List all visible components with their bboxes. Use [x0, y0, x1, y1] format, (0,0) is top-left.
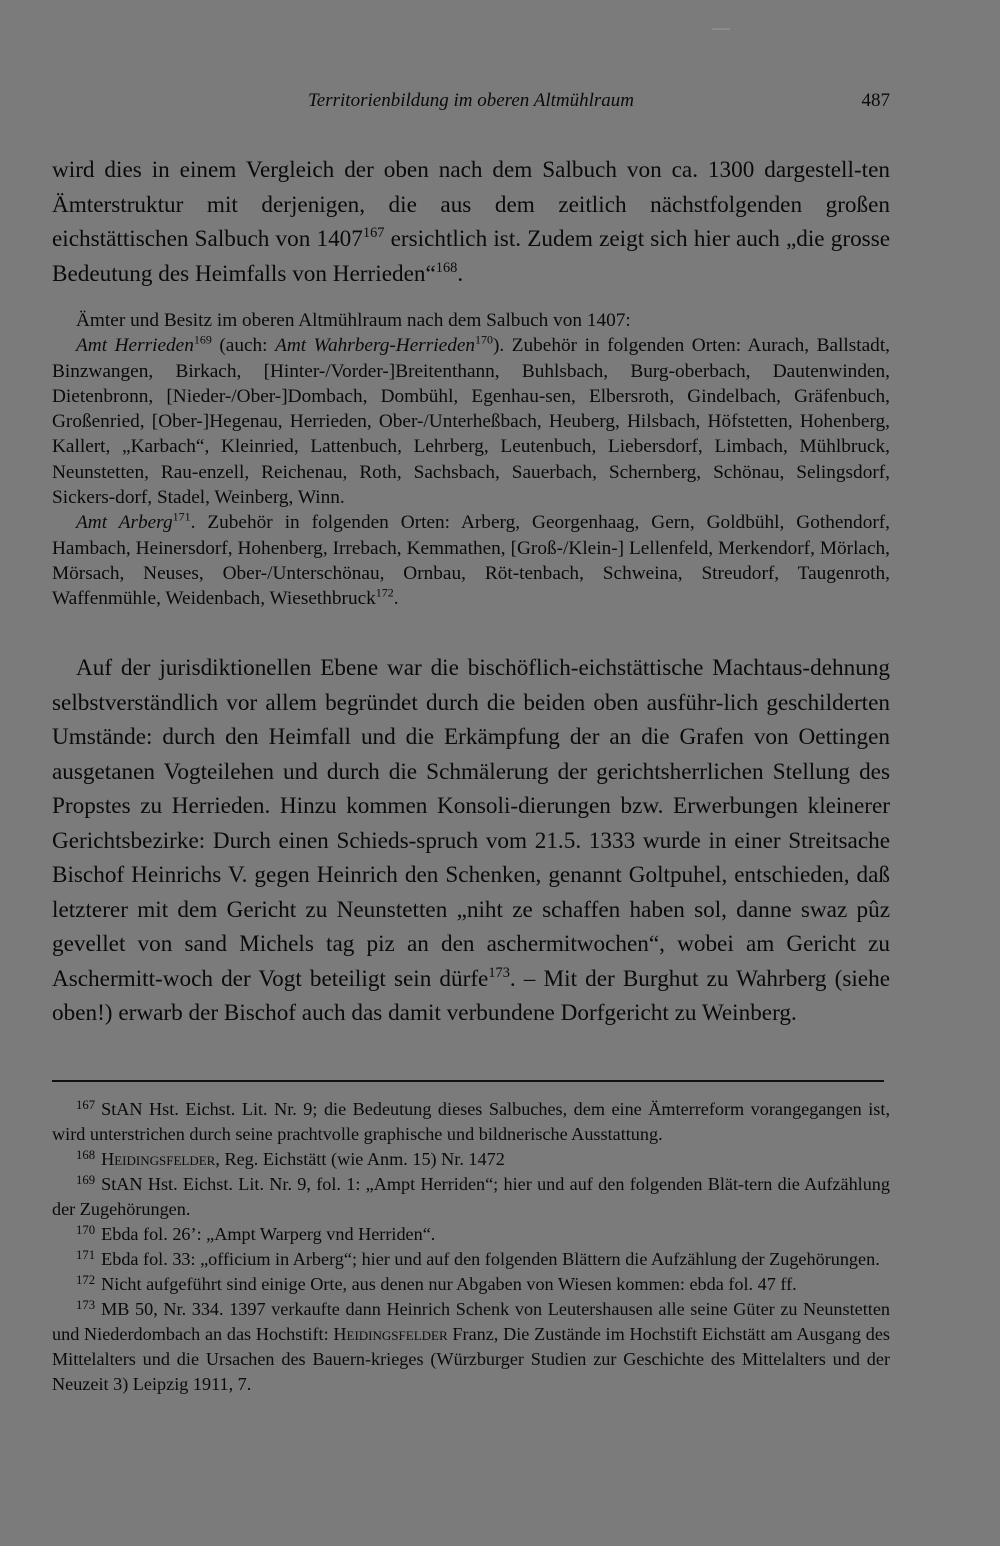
amt-name: Amt Arberg: [76, 512, 173, 534]
footnote-text: StAN Hst. Eichst. Lit. Nr. 9, fol. 1: „Ampt Herriden“; hier und auf den folgenden Blät-tern die Aufzählung der Zugehörungen.: [52, 1174, 890, 1219]
footnote-ref[interactable]: 170: [475, 332, 493, 347]
amt-herrieden-entry: [52, 333, 890, 510]
footnote-ref[interactable]: 169: [193, 332, 212, 347]
footnote: [52, 1297, 890, 1397]
footnote-text: , Reg. Eichstätt (wie Anm. 15) Nr. 1472: [215, 1149, 505, 1169]
body-paragraph-2: [52, 651, 890, 1031]
footnote-text: Franz, Die Zustände im Hochstift Eichstätt am Ausgang des Mittelalters und die Ursachen des Bauern-krieges (Würzburger Studien zur Geschichte des Mittelalters und der Neuzeit 3) Leipzig 1911, 7.: [52, 1324, 891, 1394]
footnote-text: Nicht aufgeführt sind einige Orte, aus denen nur Abgaben von Wiesen kommen: ebda fol. 47 ff.: [101, 1274, 797, 1294]
footnote-ref[interactable]: 168: [435, 259, 458, 276]
footnote-ref[interactable]: 173: [488, 964, 510, 981]
footnote: [52, 1247, 890, 1272]
list-text: .: [393, 588, 399, 610]
footnote-number: 170: [76, 1222, 96, 1237]
footnote-text: StAN Hst. Eichst. Lit. Nr. 9; die Bedeutung dieses Salbuches, dem eine Ämterreform vorangegangen ist, wird unterstrichen durch seine prachtvolle graphische und bildnerische Ausstattung.: [52, 1099, 890, 1144]
footnote: [52, 1147, 890, 1172]
footnote-divider: [52, 1080, 884, 1082]
running-title: Territorienbildung im oberen Altmühlraum: [307, 90, 634, 111]
body-text: .: [457, 260, 464, 287]
amt-alt-name: Amt Wahrberg-Herrieden: [275, 335, 476, 357]
author-name: Heidingsfelder: [333, 1324, 448, 1344]
amt-arberg-entry: [52, 510, 890, 611]
page-header: [52, 88, 890, 120]
footnote-number: 173: [76, 1297, 96, 1312]
footnote: [52, 1097, 890, 1147]
list-text: (auch:: [211, 335, 276, 357]
scan-artifact: [712, 28, 730, 30]
footnotes: [52, 1097, 890, 1397]
footnote-number: 167: [76, 1097, 96, 1112]
footnote-number: 169: [76, 1172, 96, 1187]
footnote-text: MB 50, Nr. 334. 1397 verkaufte dann Heinrich Schenk von Leutershausen alle seine Güter zu Neunstetten und Niederdombach an das Hochstift:: [52, 1299, 890, 1344]
footnote-number: 171: [76, 1247, 96, 1262]
footnote: [52, 1272, 890, 1297]
offices-list: [52, 308, 890, 612]
footnote: [52, 1222, 890, 1247]
footnote-text: Ebda fol. 26’: „Ampt Warperg vnd Herriden“.: [101, 1224, 436, 1244]
list-heading: Ämter und Besitz im oberen Altmühlraum nach dem Salbuch von 1407:: [76, 310, 631, 331]
footnote-ref[interactable]: 167: [362, 225, 385, 242]
body-text: . – Mit der Burghut zu Wahrberg (siehe oben!) erwarb der Bischof auch das damit verbundene Dorfgericht zu Weinberg.: [52, 965, 890, 1026]
page-number: 487: [861, 90, 890, 111]
body-paragraph-1: [52, 153, 890, 291]
footnote-ref[interactable]: 172: [375, 585, 394, 600]
body-text: wird dies in einem Vergleich der oben nach dem Salbuch von ca. 1300 dargestell-ten Ämterstruktur mit derjenigen, die aus dem zeitlich nächstfolgenden großen eichstättischen Salbuch von 1407: [52, 157, 890, 252]
footnote-number: 172: [76, 1272, 96, 1287]
list-text: . Zubehör in folgenden Orten: Arberg, Georgenhaag, Gern, Goldbühl, Gothendorf, Hambach, Heinersdorf, Hohenberg, Irrebach, Kemmathen, [Groß-/Klein-] Lellenfeld, Merkendorf, Mörlach, Mörsach, Neuses, Ober-/Unterschönau, Ornbau, Röt-tenbach, Schweina, Streudorf, Taugenroth, Waffenmühle, Weidenbach, Wiesethbruck: [52, 512, 890, 610]
list-text: ). Zubehör in folgenden Orten: Aurach, Ballstadt, Binzwangen, Birkach, [Hinter-/Vorder-]Breitenthann, Buhlsbach, Burg-oberbach, Dautenwinden, Dietenbronn, [Nieder-/Ober-]Dombach, Dombühl, Egenhau-sen, Elbersroth, Gindelbach, Gräfenbuch, Großenried, [Ober-]Hegenau, Herrieden, Ober-/Unterheßbach, Heuberg, Hilsbach, Höfstetten, Hohenberg, Kallert, „Karbach“, Kleinried, Lattenbuch, Lehrberg, Leutenbuch, Liebersdorf, Limbach, Mühlbruck, Neunstetten, Rau-enzell, Reichenau, Roth, Sachsbach, Sauerbach, Schernberg, Schönau, Selingsdorf, Sickers-dorf, Stadel, Weinberg, Winn.: [52, 335, 891, 509]
footnote-ref[interactable]: 171: [172, 509, 191, 524]
body-text: Auf der jurisdiktionellen Ebene war die bischöflich-eichstättische Machtaus-dehnung selbstverständlich vor allem begründet durch die beiden oben ausführ-lich geschilderten Umstände: durch den Heimfall und die Erkämpfung der an die Grafen von Oettingen ausgetanen Vogteilehen und durch die Schmälerung der gerichtsherrlichen Stellung des Propstes zu Herrieden. Hinzu kommen Konsoli-dierungen bzw. Erwerbungen kleinerer Gerichtsbezirke: Durch einen Schieds-spruch vom 21.5. 1333 wurde in einer Streitsache Bischof Heinrichs V. gegen Heinrich den Schenken, genannt Goltpuhel, entschieden, daß letzterer mit dem Gericht zu Neunstetten „niht ze schaffen haben sol, danne swaz pûz gevellet von sand Michels tag piz an den aschermitwochen“, wobei am Gericht zu Aschermitt-woch der Vogt beteiligt sein dürfe: [52, 655, 890, 992]
body-text: ersichtlich ist. Zudem zeigt sich hier auch „die grosse Bedeutung des Heimfalls von Herrieden“: [52, 226, 891, 287]
footnote-number: 168: [76, 1147, 96, 1162]
footnote: [52, 1172, 890, 1222]
author-name: Heidingsfelder: [101, 1149, 216, 1169]
footnote-text: Ebda fol. 33: „officium in Arberg“; hier und auf den folgenden Blättern die Aufzählung der Zugehörungen.: [101, 1249, 880, 1269]
amt-name: Amt Herrieden: [76, 335, 194, 357]
